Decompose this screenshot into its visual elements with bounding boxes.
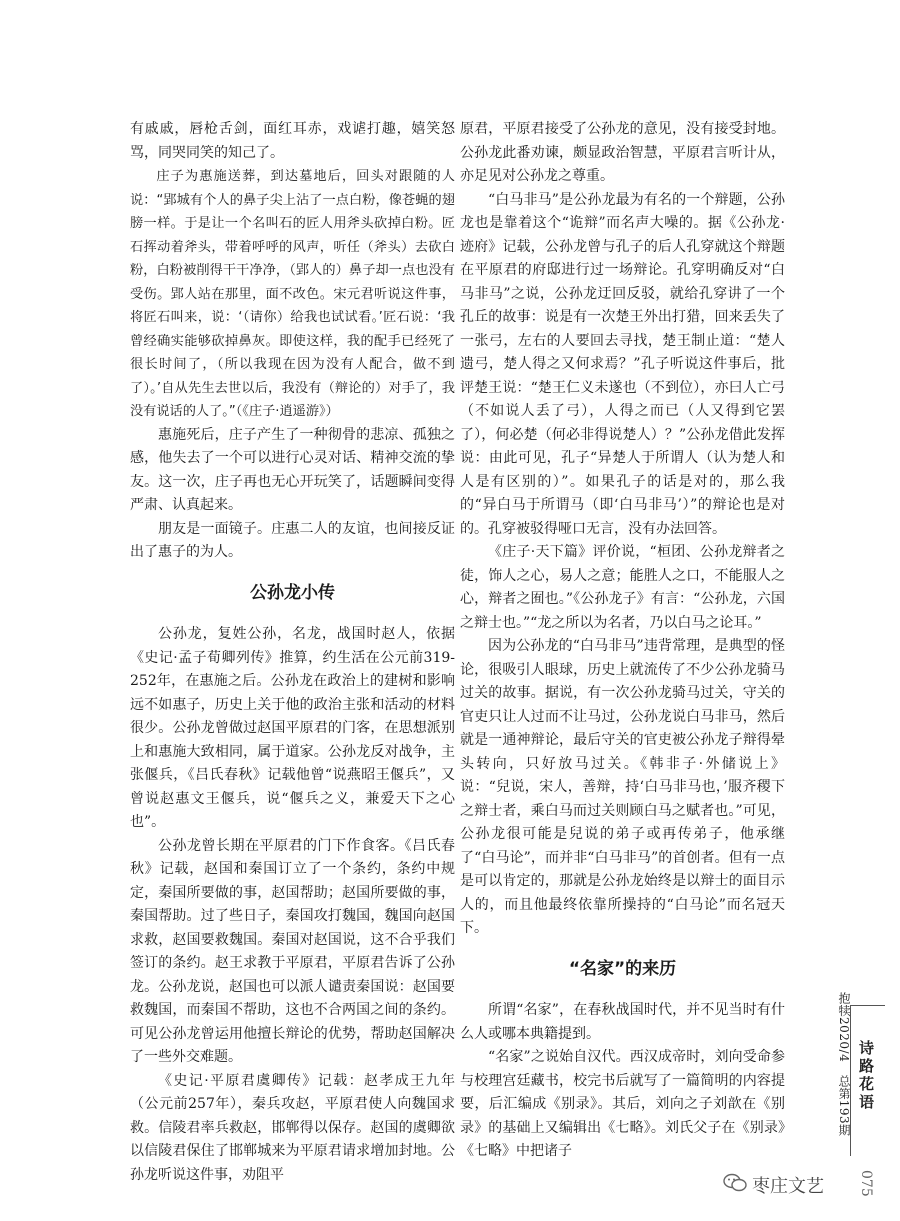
paragraph: 有戚戚，唇枪舌剑，面红耳赤，戏谑打趣，嬉笑怒骂，同哭同笑的知己了。	[130, 121, 455, 161]
paragraph: 所谓“名家”，在春秋战国时代，并不见当时有什么人或哪本典籍提到。	[460, 1002, 785, 1042]
paragraph: 《史记·平原君虞卿传》记载：赵孝成王九年（公元前257年），秦兵攻赵，平原君使人向魏国求救。信陵君率兵救赵，邯郸得以保存。赵国的虞卿欲以信陵君保住了邯郸城来为平原君请求增加封地。公孙龙听说这件事，劝阻平	[130, 1072, 455, 1183]
section-heading: “名家”的来历	[568, 958, 677, 979]
left-text-column	[130, 118, 455, 1187]
watermark-text: 枣庄文艺	[752, 1176, 824, 1197]
paragraph: 原君，平原君接受了公孙龙的意见，没有接受封地。公孙龙此番劝谏，颇显政治智慧，平原君言听计从，亦足见对公孙龙之尊重。	[460, 121, 785, 184]
paragraph: 公孙龙，复姓公孙，名龙，战国时赵人，依据《史记·孟子荀卿列传》推算，约生活在公元前319-252年，在惠施之后。公孙龙在政治上的建树和影响远不如惠子，历史上关于他的政治主张和活动的材料很少。公孙龙曾做过赵国平原君的门客，在思想派别上和惠施大致相同，属于道家。公孙龙反对战争，主张偃兵，《吕氏春秋》记载他曾“说燕昭王偃兵”，又曾说赵惠文王偃兵，说“偃兵之义，兼爱天下之心也”。	[130, 626, 455, 830]
page-number: 075	[858, 1170, 874, 1197]
paragraph: “白马非马”是公孙龙最为有名的一个辩题，公孙龙也是靠着这个“诡辩”而名声大噪的。据《公孙龙·迹府》记载，公孙龙曾与孔子的后人孔穿就这个辩题在平原君的府邸进行过一场辩论。孔穿明确反对“白马非马”之说，公孙龙迂回反驳，就给孔穿讲了一个孔丘的故事：说是有一次楚王外出打猎，回来丢失了一张弓，左右的人要回去寻找，楚王制止道：“楚人遗弓，楚人得之又何求焉？”孔子听说这件事后，批评楚王说：“楚王仁义未遂也（不到位），亦曰人亡弓（不如说人丢了弓），人得之而已（人又得到它罢了），何必楚（何必非得说楚人）？”公孙龙借此发挥说：由此可见，孔子“异楚人于所谓人（认为楚人和人是有区别的）”。如果孔子的话是对的，那么我的“异白马于所谓马（即‘白马非马’）”的辩论也是对的。孔穿被驳得哑口无言，没有办法回答。	[460, 191, 785, 537]
paragraph: 惠施死后，庄子产生了一种彻骨的悲凉、孤独之感，他失去了一个可以进行心灵对话、精神交流的挚友。这一次，庄子再也无心开玩笑了，话题瞬间变得严肃、认真起来。	[130, 426, 455, 513]
paragraph: “名家”之说始自汉代。西汉成帝时，刘向受命参与校理宫廷藏书，校完书后就写了一篇简明的内容提要，后汇编成《别录》。其后，刘向之子刘歆在《别录》的基础上又编辑出《七略》。刘氏父子在《别录》《七略》中把诸子	[460, 1049, 785, 1159]
paragraph: 庄子为惠施送葬，到达墓地后，回头对跟随的人说：“郢城有个人的鼻子尖上沾了一点白粉，像苍蝇的翅膀一样。于是让一个名叫石的匠人用斧头砍掉白粉。匠石挥动着斧头，带着呼呼的风声，听任（斧头）去砍白粉，白粉被削得干干净净，（郢人的）鼻子却一点也没有受伤。郢人站在那里，面不改色。宋元君听说这件事，将匠石叫来，说：‘（请你）给我也试试看。’匠石说：‘我曾经确实能够砍掉鼻灰。即使这样，我的配手已经死了很长时间了，（所以我现在因为没有人配合，做不到了）。’自从先生去世以后，我没有（辩论的）对手了，我没有说话的人了。”（《庄子·逍遥游》）	[130, 169, 455, 419]
section-heading: 公孙龙小传	[250, 582, 335, 603]
wechat-icon	[722, 1170, 748, 1196]
paragraph: 因为公孙龙的“白马非马”违背常理，是典型的怪论，很吸引人眼球，历史上就流传了不少公孙龙骑马过关的故事。据说，有一次公孙龙骑马过关，守关的官吏只让人过而不让马过，公孙龙说白马非马，然后就是一通神辩论，最后守关的官吏被公孙龙子辩得晕头转向，只好放马过关。《韩非子·外储说上》说：“兒说，宋人，善辩，持‘白马非马也，’服齐稷下之辩士者，乘白马而过关则顾白马之赋者也。”可见，公孙龙很可能是兒说的弟子或再传弟子，他承继了“白马论”，而并非“白马非马”的首创者。但有一点是可以肯定的，那就是公孙龙始终是以辩士的面目示人的，而且他最终依靠所操持的“白马论”而名冠天下。	[460, 638, 785, 936]
right-text-column	[460, 118, 785, 1164]
paragraph: 公孙龙曾长期在平原君的门下作食客。《吕氏春秋》记载，赵国和秦国订立了一个条约，条约中规定，秦国所要做的事，赵国帮助；赵国所要做的事，秦国帮助。过了些日子，秦国攻打魏国，魏国向赵国求救，赵国要救魏国。秦国对赵国说，这不合乎我们签订的条约。赵王求教于平原君，平原君告诉了公孙龙。公孙龙说，赵国也可以派人谴责秦国说：赵国要救魏国，而秦国不帮助，这也不合两国之间的条约。可见公孙龙曾运用他擅长辩论的优势，帮助赵国解决了一些外交难题。	[130, 837, 455, 1065]
column-name: 诗路花语	[857, 1040, 875, 1112]
issue-info: 抱犊2020/4 总第193期	[837, 992, 851, 1137]
paragraph: 朋友是一面镜子。庄惠二人的友谊，也间接反证出了惠子的为人。	[130, 520, 455, 560]
paragraph: 《庄子·天下篇》评价说，“桓团、公孙龙辩者之徒，饰人之心，易人之意；能胜人之口，不能服人之心，辩者之囿也。”《公孙龙子》有言：“公孙龙，六国之辩士也。”“龙之所以为名者，乃以白马之论耳。”	[460, 544, 785, 631]
